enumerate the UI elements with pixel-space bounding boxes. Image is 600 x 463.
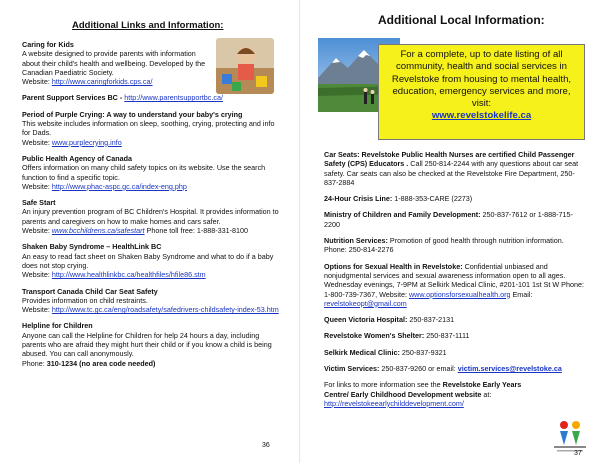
entry-title: Safe Start (22, 198, 56, 208)
victim-services-email-link[interactable]: victim.services@revelstoke.ca (457, 364, 562, 374)
entry-description: An easy to read fact sheet on Shaken Baby Syndrome and what to do if a baby does not stop crying. (22, 251, 274, 270)
callout-box (378, 44, 585, 140)
hospital-title: Queen Victoria Hospital: (324, 315, 408, 325)
helpline-phone: 310-1234 (no area code needed) (46, 358, 156, 368)
crisis-line-title: 24-Hour Crisis Line: (324, 194, 393, 204)
links-list (22, 40, 284, 375)
entry-shelter (324, 331, 586, 340)
callout-text: For a complete, up to date listing of all community, health and social services in Revelstoke from housing to mental health, education, emergency services and more, visit: (391, 49, 572, 110)
options-email-link[interactable]: revelstokeopt@gmail.com (324, 298, 407, 308)
victim-services-text: 250-837-9260 or email: (379, 364, 458, 374)
safe-start-link[interactable]: www.bcchildrens.ca/safestart (51, 226, 145, 236)
ministry-title: Ministry of Children and Family Development: (324, 210, 481, 220)
early-years-link[interactable]: http://revelstokeearlychilddevelopment.com/ (324, 398, 464, 408)
transport-canada-link[interactable]: http://www.tc.gc.ca/eng/roadsafety/safedrivers-childsafety-index-53.htm (51, 305, 279, 315)
clinic-title: Selkirk Medical Clinic: (324, 347, 400, 357)
options-website-link[interactable]: www.optionsforsexualhealth.org (408, 289, 511, 299)
caring-for-kids-link[interactable]: http://www.caringforkids.cps.ca/ (51, 77, 153, 87)
website-label: Website: (22, 270, 50, 280)
website-label: Website: (22, 226, 50, 236)
safe-start-phone: Phone toll free: 1-888-331-8100 (146, 226, 249, 236)
local-info-list (324, 150, 586, 415)
shaken-baby-link[interactable]: http://www.healthlinkbc.ca/healthfiles/hfile86.stm (51, 270, 206, 280)
right-page-number: 37 (574, 450, 582, 457)
page-gutter (299, 0, 300, 463)
more-info-at: at: (481, 389, 492, 399)
more-info-text: For links to more information see the (324, 380, 443, 390)
entry-victim-services (324, 364, 586, 373)
sexual-health-title: Options for Sexual Health in Revelstoke: (324, 261, 463, 271)
revelstokelife-link[interactable]: www.revelstokelife.ca (431, 110, 532, 122)
entry-description: An injury prevention program of BC Children's Hospital. It provides information to parents and caregivers on how to make homes and cars safer. (22, 207, 279, 226)
entry-car-seats (324, 150, 586, 187)
sexual-health-text: Confidential unbiased and nonjudgmental services and sexual awareness information open to all ages. Wednesday evenings, 7-9PM at Selkirk Medical Clinic, #201-101 1st St W Phone: 1-800-739-7367, Website: (324, 261, 584, 299)
entry-safe-start (22, 198, 284, 235)
entry-title: Public Health Agency of Canada (22, 153, 132, 163)
crisis-line-text: 1-888-353-CARE (2273) (392, 194, 473, 204)
entry-title: Period of Purple Crying: A way to understand your baby's crying (22, 109, 243, 119)
entry-ministry (324, 210, 586, 229)
victim-services-title: Victim Services: (324, 364, 380, 374)
nutrition-title: Nutrition Services: (324, 236, 388, 246)
more-info-bold: Revelstoke Early Years Centre/ Early Childhood Development website (324, 380, 522, 399)
entry-caring-for-kids (22, 40, 284, 86)
phone-label: Phone: (22, 358, 45, 368)
entry-description: Provides information on child restraints. (22, 295, 148, 305)
ministry-text: 250-837-7612 or 1-888-715-2200 (324, 210, 573, 229)
entry-clinic (324, 348, 586, 357)
entry-description: Offers information on many child safety topics on its website. Use the search function to find a specific topic. (22, 163, 266, 182)
hospital-text: 250-837-2131 (407, 315, 455, 325)
car-seats-title: Car Seats: Revelstoke Public Health Nurses are certified Child Passenger Safety (CPS) Educators . (324, 150, 575, 169)
entry-title: Transport Canada Child Car Seat Safety (22, 286, 158, 296)
entry-helpline (22, 321, 284, 367)
left-page-heading: Additional Links and Information: (72, 20, 224, 31)
early-childhood-logo (550, 415, 590, 453)
entry-title: Shaken Baby Syndrome – HealthLink BC (22, 242, 162, 252)
entry-title: Parent Support Services BC - (22, 93, 123, 103)
entry-purple-crying (22, 110, 284, 147)
website-label: Website: (22, 305, 50, 315)
website-label: Website: (22, 137, 50, 147)
shelter-title: Revelstoke Women's Shelter: (324, 331, 425, 341)
entry-description: Anyone can call the Helpline for Children for help 24 hours a day, including parents who are afraid they might hurt their child or if you know a child is being abused. You can call anonymously. (22, 330, 272, 359)
nutrition-text: Promotion of good health through nutrition information. Phone: 250-814-2276 (324, 236, 564, 255)
left-page-number: 36 (262, 442, 270, 449)
email-label: Email: (510, 289, 533, 299)
parent-support-link[interactable]: http://www.parentsupportbc.ca/ (124, 93, 223, 103)
entry-title: Helpline for Children (22, 321, 93, 331)
entry-shaken-baby (22, 242, 284, 279)
clinic-text: 250-837-9321 (399, 347, 447, 357)
website-label: Website: (22, 77, 50, 87)
entry-nutrition (324, 236, 586, 255)
entry-description: This website includes information on sleep, soothing, crying, protecting and info for Dads. (22, 119, 275, 138)
entry-title: Caring for Kids (22, 40, 74, 49)
entry-hospital (324, 315, 586, 324)
entry-sexual-health (324, 262, 586, 308)
right-page-heading: Additional Local Information: (378, 13, 545, 27)
entry-public-health (22, 154, 284, 191)
public-health-link[interactable]: http://www.phac-aspc.gc.ca/index-eng.php (51, 181, 187, 191)
entry-transport-canada (22, 287, 284, 315)
purple-crying-link[interactable]: www.purplecrying.info (51, 137, 122, 147)
shelter-text: 250-837-1111 (424, 331, 470, 341)
entry-description: A website designed to provide parents with information about their child's health and wellbeing. Developed by the Canadian Paediatric Society. (22, 49, 206, 77)
entry-parent-support (22, 93, 284, 102)
website-label: Website: (22, 181, 50, 191)
entry-more-info (324, 380, 540, 408)
entry-crisis-line (324, 194, 586, 203)
car-seats-text: Call 250-814-2244 with any questions about car seat safety. Car seats can also be checked at the Revelstoke Fire Department, 250-837-2884 (324, 159, 579, 187)
